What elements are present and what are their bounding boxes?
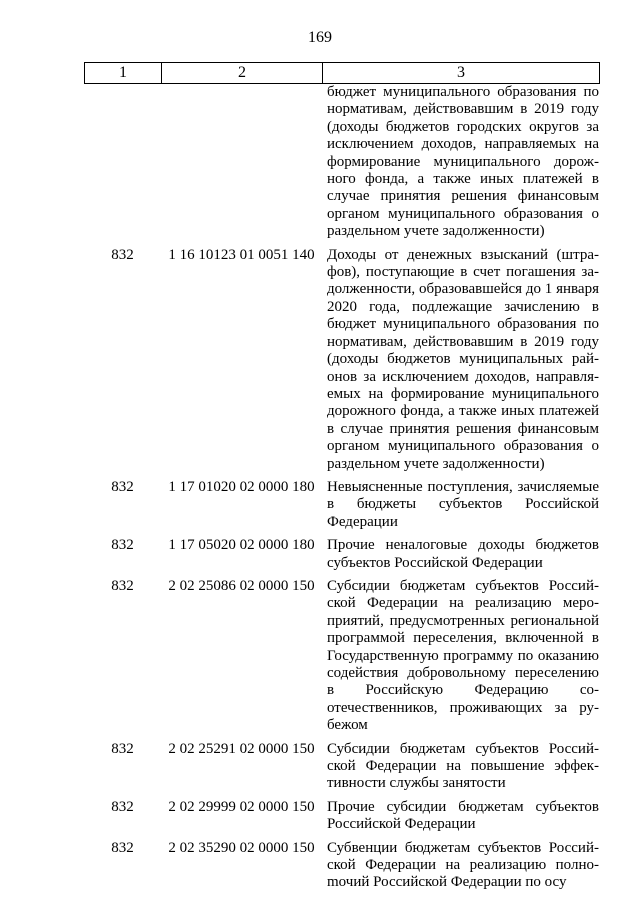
column-header-2: 2	[162, 63, 323, 83]
budget-code-cell: 2 02 29999 02 0000 150	[168, 798, 315, 815]
admin-code-cell: 832	[111, 839, 134, 856]
column-header-1: 1	[85, 63, 162, 83]
table-header-row	[84, 62, 600, 84]
description-cell: Субсидии бюджетам субъектов Российской Федерации на повышение эффективности службы занятости	[327, 740, 599, 792]
budget-code-cell: 2 02 25291 02 0000 150	[168, 740, 315, 757]
table-row	[84, 840, 600, 892]
table-row	[84, 799, 600, 834]
table-row	[84, 479, 600, 531]
budget-code-cell: 1 16 10123 01 0051 140	[168, 246, 315, 263]
admin-code-cell: 832	[111, 537, 134, 554]
description-cell: Субвенции бюджетам субъектов Российской Федерации на реализацию полноmочий Российской Федерации по осу	[327, 839, 599, 891]
table-row	[84, 741, 600, 793]
admin-code-cell: 832	[111, 577, 134, 594]
admin-code-cell: 832	[111, 798, 134, 815]
budget-code-cell: 1 17 01020 02 0000 180	[168, 478, 315, 495]
description-cell: Невыясненные поступления, зачисляемые в бюджеты субъектов Российской Федерации	[327, 478, 599, 530]
description-cell: Прочие субсидии бюджетам субъектов Российской Федерации	[327, 798, 599, 833]
description-cell: Субсидии бюджетам субъектов Российской Федерации на реализацию мероприятий, предусмотренных региональной программой переселения, включенной в Государственную программу по оказанию содействия добровольному переселению в Российскую Федерацию соотечественников, проживающих за рубежом	[327, 577, 599, 734]
table-row-continuation	[84, 84, 600, 241]
table-row	[84, 578, 600, 735]
description-cell: бюджет муниципального образования по нормативам, действовавшим в 2019 году (доходы бюджетов городских округов за исключением доходов, направляемых на формирование муниципального дорожного фонда, а также иных платежей в случае принятия решения финансовым органом муниципального образования о раздельном учете задолженности)	[327, 84, 599, 240]
budget-code-cell	[161, 84, 322, 241]
admin-code-cell: 832	[111, 740, 134, 757]
page-number: 169	[308, 29, 332, 46]
admin-code-cell: 832	[111, 246, 134, 263]
description-cell: Доходы от денежных взысканий (штрафов), поступающие в счет погашения задолженности, образовавшейся до 1 января 2020 года, подлежащие зачислению в бюджет муниципального образования по нормативам, действовавшим в 2019 году (доходы бюджетов муниципальных районов за исключением доходов, направляемых на формирование муниципального дорожного фонда, а также иных платежей в случае принятия решения финансовым органом муниципального образования о раздельном учете задолженности)	[327, 246, 599, 472]
column-header-3: 3	[457, 64, 465, 81]
admin-code-cell: 832	[111, 478, 134, 495]
budget-code-cell: 2 02 25086 02 0000 150	[168, 577, 315, 594]
table-row	[84, 247, 600, 473]
description-cell: Прочие неналоговые доходы бюджетов субъектов Российской Федерации	[327, 537, 599, 571]
table-body	[84, 84, 600, 898]
admin-code-cell	[84, 84, 161, 241]
table-row	[84, 537, 600, 572]
budget-code-cell: 2 02 35290 02 0000 150	[168, 839, 315, 856]
budget-code-cell: 1 17 05020 02 0000 180	[168, 537, 315, 554]
